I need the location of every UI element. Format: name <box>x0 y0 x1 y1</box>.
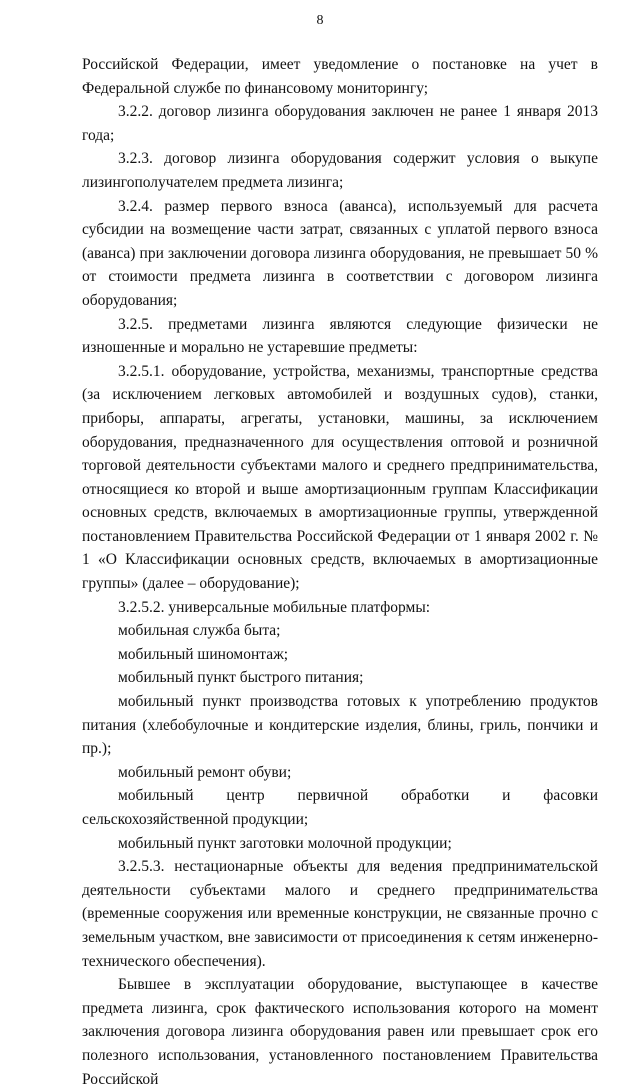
list-item: мобильный пункт заготовки молочной продукции; <box>118 834 452 852</box>
paragraph: 3.2.5.3. нестационарные объекты для ведения предпринимательской деятельности субъектами малого и среднего предпринимательства (временные сооружения или временные конструкции, не связанные прочно с земельным участком, вне зависимости от присоединения к сетям инженерно-технического обеспечения). <box>82 858 598 970</box>
list-item: мобильная служба быта; <box>118 622 281 640</box>
list-item: мобильный ремонт обуви; <box>118 763 292 781</box>
paragraph: 3.2.3. договор лизинга оборудования содержит условия о выкупе лизингополучателем предмета лизинга; <box>82 150 598 191</box>
paragraph: 3.2.2. договор лизинга оборудования заключен не ранее 1 января 2013 года; <box>82 103 598 144</box>
paragraph: Российской Федерации, имеет уведомление о постановке на учет в Федеральной службе по финансовому мониторингу; <box>82 56 598 97</box>
list-item: мобильный шиномонтаж; <box>118 645 289 663</box>
document-body <box>82 53 598 1091</box>
list-item: мобильный пункт производства готовых к употреблению продуктов питания (хлебобулочные и кондитерские изделия, блины, гриль, пончики и пр.); <box>82 693 598 758</box>
page-number: 8 <box>316 13 324 28</box>
paragraph: 3.2.5. предметами лизинга являются следующие физически не изношенные и морально не устаревшие предметы: <box>82 315 598 357</box>
list-item: мобильный пункт быстрого питания; <box>118 669 364 687</box>
paragraph: 3.2.4. размер первого взноса (аванса), используемый для расчета субсидии на возмещение части затрат, связанных с уплатой первого взноса (аванса) при заключении договора лизинга оборудования, не превышает 50 % от стоимости предмета лизинга в соответствии с договором лизинга оборудования; <box>82 197 598 309</box>
paragraph: 3.2.5.1. оборудование, устройства, механизмы, транспортные средства (за исключением легковых автомобилей и воздушных судов), станки, приборы, аппараты, агрегаты, установки, машины, за исключением оборудования, предназначенного для осуществления оптовой и розничной торговой деятельности субъектами малого и среднего предпринимательства, относящиеся ко второй и выше амортизационным группам Классификации основных средств, включаемых в амортизационные группы, утвержденной постановлением Правительства Российской Федерации от 1 января 2002 г. № 1 «О Классификации основных средств, включаемых в амортизационные группы» (далее – оборудование); <box>82 362 598 593</box>
paragraph: Бывшее в эксплуатации оборудование, выступающее в качестве предмета лизинга, срок фактического использования которого на момент заключения договора лизинга оборудования равен или превышает срок его полезного использования, установленного постановлением Правительства Российской <box>82 976 598 1088</box>
list-item: мобильный центр первичной обработки и фасовки сельскохозяйственной продукции; <box>82 787 598 828</box>
paragraph: 3.2.5.2. универсальные мобильные платформы: <box>118 598 431 616</box>
